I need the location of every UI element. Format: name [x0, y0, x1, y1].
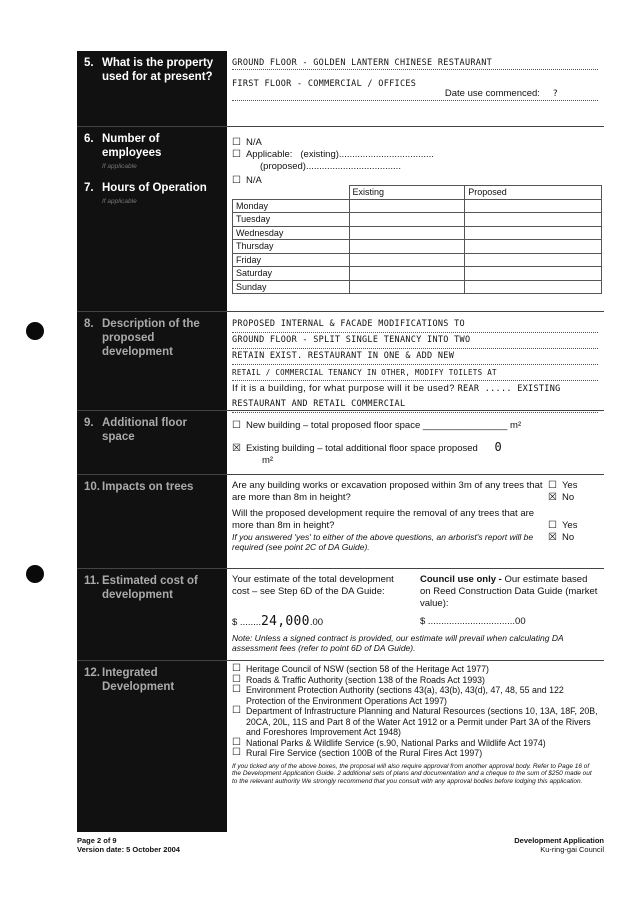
section-11: 11. Estimated cost of development Your estimate of the total development cost – see Step 6D of the DA Guide: Council use only - Our estimate based on Reed Construction Data Guide (market value): $ ........24,000.00 $ .................................00 Note: Unless a signed contract is provided, our estimate will prevail when calculating DA assessment fees (refer to point 6D of DA Guide).	[77, 568, 604, 657]
checkbox-checked-icon[interactable]: ☒	[232, 443, 241, 454]
section-12: 12. Integrated Development ☐ Heritage Council of NSW (section 58 of the Heritage Act 1977) ☐ Roads & Traffic Authority (section 138 of the Roads Act 1993) ☐ Environment Protection Authority (sections 43(a), 43(b), 43(d), 47, 48, 55 and 122 Protection of the Environment Operations Act 1997) ☐ Department of Infrastructure Planning and Natural Resources (sections 10, 13A, 18F, 20B, 20CA, 20L, 11S and Part 8 of the Water Act 1912 or a Permit under Part 3A of the Rivers and Foreshores Improvement Act 1948) ☐ National Parks & Wildlife Service (s.90, National Parks and Wildlife Act 1974) ☐ Rural Fire Service (section 100B of the Rural Fires Act 1997) If you ticked any of the above boxes, the proposal will also require approval from another approval body. Refer to Page 16 of the Development Application Guide. 2 additional sets of plans and documentation and a cheque to the sum of $250 made out to the relevant authority We strongly recommend that you consult with any approval bodies before lodging this application.	[77, 660, 604, 821]
section-8: 8. Description of the proposed development PROPOSED INTERNAL & FACADE MODIFICATIONS TO GROUND FLOOR - SPLIT SINGLE TENANCY INTO TWO RETAIN EXIST. RESTAURANT IN ONE & ADD NEW RETAIL / COMMERCIAL TENANCY IN OTHER, MODIFY TOILETS AT If it is a building, for what purpose will it be used? REAR ..... EXISTING RESTAURANT AND RETAIL COMMERCIAL	[77, 311, 604, 407]
section-5	[77, 51, 604, 122]
date-value[interactable]: ?	[552, 89, 558, 99]
footer-left: Page 2 of 9 Version date: 5 October 2004	[77, 836, 180, 854]
checkbox-icon[interactable]: ☐	[232, 137, 241, 148]
section-label: 6. Number of employees If applicable	[84, 133, 162, 170]
checkbox-icon[interactable]: ☐	[232, 420, 241, 431]
section-label: 8. Description of the proposed development	[84, 318, 200, 358]
section-label: 10. Impacts on trees	[84, 481, 194, 493]
section-10: 10. Impacts on trees Are any building works or excavation proposed within 3m of any trees that are more than 8m in height? ☐ Yes ☒ No Will the proposed development require the removal of any trees that are more than 8m in height? ☐ Yes If you answered 'yes' to either of the above questions, an arborist's report will be required (see point 2C of DA Guide). ☒ No	[77, 474, 604, 565]
section-9: 9. Additional floor space ☐ New building – total proposed floor space ________________ m² ☒ Existing building – total additional floor space proposed 0 m²	[77, 410, 604, 471]
hours-table: Existing Proposed Monday Tuesday Wednesday Thursday Friday Saturday Sunday	[232, 185, 602, 294]
footer-right: Development Application Ku-ring-gai Council	[514, 836, 604, 854]
section-label: 9. Additional floor space	[84, 417, 187, 443]
date-label: Date use commenced:	[444, 88, 540, 99]
checkbox-icon[interactable]: ☐	[232, 149, 241, 160]
punch-hole-top	[26, 322, 44, 340]
section-label: 12. Integrated Development	[84, 667, 175, 693]
section-label: 7. Hours of Operation If applicable	[84, 182, 207, 205]
section-label: 11. Estimated cost of development	[84, 575, 198, 601]
handwritten-use-2: FIRST FLOOR - COMMERCIAL / OFFICES	[232, 79, 417, 89]
section-6: 6. Number of employees If applicable ☐ N/A ☐ Applicable: (existing).................................... (proposed)....................................	[77, 126, 604, 175]
punch-hole-bottom	[26, 565, 44, 583]
handwritten-use: GROUND FLOOR - GOLDEN LANTERN CHINESE RESTAURANT	[232, 57, 598, 70]
section-7: 7. Hours of Operation If applicable ☐ N/A Existing Proposed Monday Tuesday Wednesday Thursday Friday Saturday Sunday	[77, 175, 604, 307]
cost-value[interactable]: 24,000	[261, 614, 310, 629]
section-label: 5. What is the property used for at present?	[84, 57, 214, 83]
checkbox-icon[interactable]: ☐	[232, 175, 241, 186]
